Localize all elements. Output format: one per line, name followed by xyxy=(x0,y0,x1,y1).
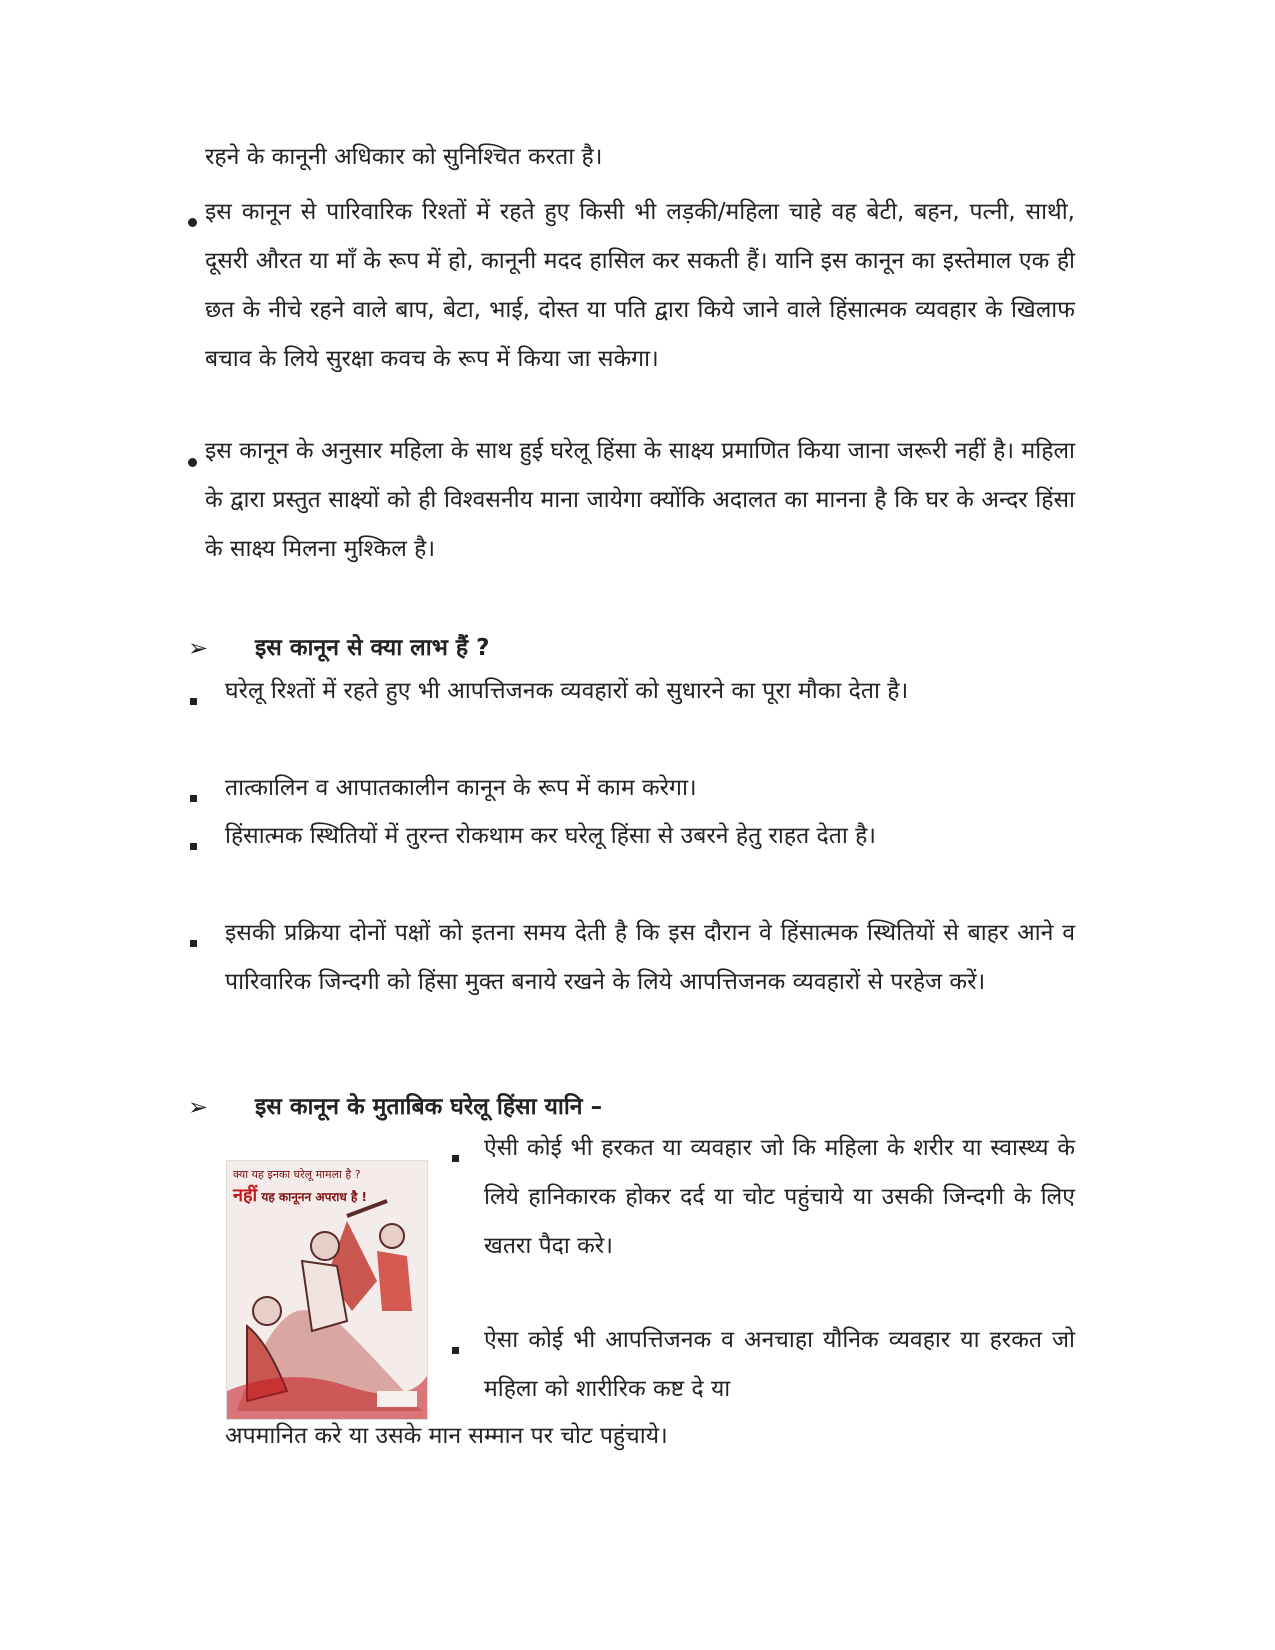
square-bullet-icon xyxy=(190,843,197,850)
benefit-item-2: तात्कालिन व आपातकालीन कानून के रूप में काम करेगा। xyxy=(225,775,697,801)
square-bullet-icon xyxy=(452,1347,459,1354)
poster-illustration xyxy=(226,1160,428,1420)
square-bullet-icon xyxy=(190,698,197,705)
section-heading-benefits: इस कानून से क्या लाभ हैं ? xyxy=(255,635,490,661)
text-line-top: रहने के कानूनी अधिकार को सुनिश्चित करता है। xyxy=(205,144,603,170)
benefit-item-3: हिंसात्मक स्थितियों में तुरन्त रोकथाम कर घरेलू हिंसा से उबरने हेतु राहत देता है। xyxy=(225,823,877,849)
square-bullet-icon xyxy=(190,940,197,947)
bullet-dot xyxy=(188,458,197,467)
poster-caption-no: नहीं xyxy=(233,1185,258,1206)
square-bullet-icon xyxy=(190,795,197,802)
bullet-round-1: इस कानून से पारिवारिक रिश्तों में रहते हुए किसी भी लड़की/महिला चाहे वह बेटी, बहन, पत्नी, साथी, दूसरी औरत या माँ के रूप में हो, कानूनी मदद हासिल कर सकती हैं। यानि इस कानून का इस्तेमाल एक ही छत के नीचे रहने वाले बाप, बेटा, भाई, दोस्त या पति द्वारा किये जाने वाले हिंसात्मक व्यवहार के खिलाफ बचाव के लिये सुरक्षा कवच के रूप में किया जा सकेगा। xyxy=(205,199,1075,372)
definition-item-2-continued: अपमानित करे या उसके मान सम्मान पर चोट पहुंचाये। xyxy=(225,1423,668,1449)
poster-caption-crime: यह कानूनन अपराध है ! xyxy=(261,1190,367,1204)
poster-caption-question: क्या यह इनका घरेलू मामला है ? xyxy=(233,1168,361,1181)
poster-drawing-icon xyxy=(227,1161,427,1419)
arrow-bullet-icon: ➢ xyxy=(188,634,209,662)
square-bullet-icon xyxy=(452,1155,459,1162)
arrow-bullet-icon: ➢ xyxy=(188,1093,209,1121)
section-heading-definition: इस कानून के मुताबिक घरेलू हिंसा यानि – xyxy=(255,1094,603,1120)
bullet-dot xyxy=(188,218,197,227)
benefit-item-1: घरेलू रिश्तों में रहते हुए भी आपत्तिजनक व्यवहारों को सुधारने का पूरा मौका देता है। xyxy=(225,678,909,704)
definition-item-2: ऐसा कोई भी आपत्तिजनक व अनचाहा यौनिक व्यवहार या हरकत जो महिला को शारीरिक कष्ट दे या xyxy=(484,1327,1075,1402)
bullet-round-2: इस कानून के अनुसार महिला के साथ हुई घरेलू हिंसा के साक्ष्य प्रमाणित किया जाना जरूरी नहीं है। महिला के द्वारा प्रस्तुत साक्ष्यों को ही विश्वसनीय माना जायेगा क्योंकि अदालत का मानना है कि घर के अन्दर हिंसा के साक्ष्य मिलना मुश्किल है। xyxy=(205,438,1075,562)
benefit-item-4: इसकी प्रक्रिया दोनों पक्षों को इतना समय देती है कि इस दौरान वे हिंसात्मक स्थितियों से बाहर आने व पारिवारिक जिन्दगी को हिंसा मुक्त बनाये रखने के लिये आपत्तिजनक व्यवहारों से परहेज करें। xyxy=(225,920,1075,995)
definition-item-1: ऐसी कोई भी हरकत या व्यवहार जो कि महिला के शरीर या स्वास्थ्य के लिये हानिकारक होकर दर्द या चोट पहुंचाये या उसकी जिन्दगी के लिए खतरा पैदा करे। xyxy=(484,1135,1075,1259)
